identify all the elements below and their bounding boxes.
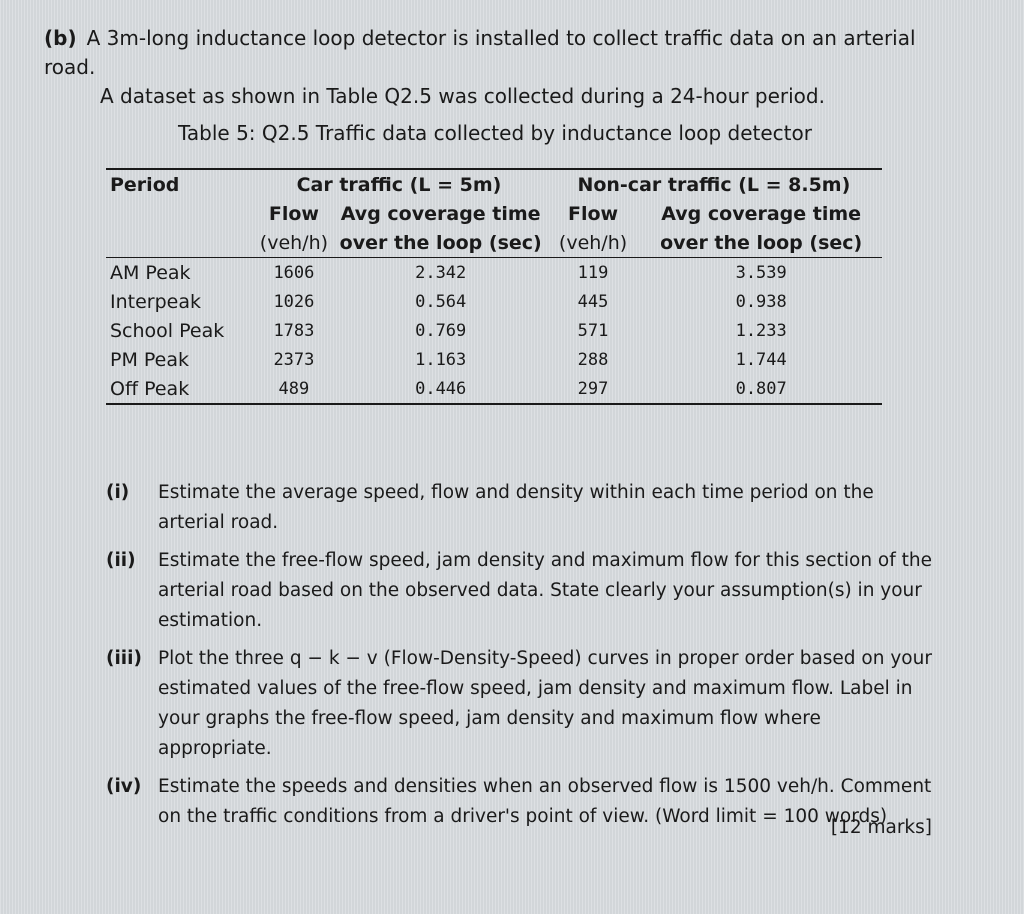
cell-noncar-time: 0.938: [735, 291, 787, 312]
cell-car-flow: 2373: [273, 349, 315, 370]
table-caption: Table 5: Q2.5 Traffic data collected by inductance loop detector: [178, 121, 812, 145]
cell-period: AM Peak: [110, 261, 191, 284]
question-label: (iii): [106, 648, 142, 669]
question-text: Estimate the free-flow speed, jam density and maximum flow for this section of the arterial road based on the observed data. State clearly your assumption(s) in your estimation.: [158, 550, 933, 631]
marks-allocation: [12 marks]: [830, 817, 932, 838]
question-intro: [44, 24, 944, 111]
traffic-data-table: [106, 168, 882, 405]
cell-period: PM Peak: [110, 348, 190, 371]
header-noncar-avg-time-unit: over the loop (sec): [640, 228, 882, 258]
cell-noncar-time: 3.539: [735, 262, 787, 283]
question-ii: [106, 546, 934, 636]
header-noncar-flow-unit: (veh/h): [546, 228, 641, 258]
table-header-row-3: [106, 228, 882, 258]
cell-car-flow: 1783: [273, 320, 315, 341]
header-car-avg-time-unit: over the loop (sec): [336, 228, 546, 258]
header-noncar-traffic: Non-car traffic (L = 8.5m): [546, 169, 882, 199]
header-empty: [106, 228, 252, 258]
question-iv: [106, 772, 934, 832]
table-row: [106, 258, 882, 288]
table-row: [106, 345, 882, 374]
cell-noncar-time: 1.744: [735, 349, 787, 370]
cell-period: Interpeak: [110, 290, 201, 313]
question-label: (ii): [106, 550, 136, 571]
header-noncar-avg-time: Avg coverage time: [661, 202, 862, 225]
cell-noncar-time: 0.807: [640, 374, 882, 404]
header-empty: [106, 199, 252, 228]
cell-car-time: 1.163: [415, 349, 467, 370]
question-i: [106, 478, 934, 538]
table-row: [106, 287, 882, 316]
question-iii: [106, 644, 934, 764]
cell-car-time: 0.446: [336, 374, 546, 404]
intro-line-2: A dataset as shown in Table Q2.5 was collected during a 24-hour period.: [100, 84, 825, 108]
table-header-row-1: [106, 169, 882, 199]
cell-noncar-flow: 297: [546, 374, 641, 404]
cell-car-flow: 489: [252, 374, 335, 404]
question-label: (i): [106, 482, 130, 503]
header-period: Period: [106, 169, 252, 199]
cell-period: School Peak: [110, 319, 225, 342]
header-car-flow: Flow: [268, 202, 319, 225]
header-car-flow-unit: (veh/h): [252, 228, 335, 258]
intro-line-1: A 3m-long inductance loop detector is installed to collect traffic data on an arterial road.: [44, 26, 916, 79]
header-noncar-flow: Flow: [567, 202, 619, 225]
cell-car-time: 0.769: [415, 320, 467, 341]
question-text: Estimate the average speed, flow and density within each time period on the arterial road.: [158, 482, 874, 533]
cell-car-time: 0.564: [415, 291, 467, 312]
table-row: [106, 316, 882, 345]
cell-period: Off Peak: [106, 374, 252, 404]
question-text: Estimate the speeds and densities when an observed flow is 1500 veh/h. Comment on the traffic conditions from a driver's point of view. (Word limit = 100 words): [158, 776, 932, 827]
cell-noncar-flow: 571: [577, 320, 609, 341]
header-car-traffic: Car traffic (L = 5m): [252, 169, 546, 199]
cell-noncar-flow: 288: [577, 349, 609, 370]
cell-noncar-flow: 119: [577, 262, 609, 283]
cell-car-time: 2.342: [415, 262, 467, 283]
cell-noncar-time: 1.233: [735, 320, 787, 341]
question-label: (iv): [106, 776, 142, 797]
table-header-row-2: [106, 199, 882, 228]
cell-noncar-flow: 445: [577, 291, 609, 312]
part-label: (b): [44, 26, 77, 50]
cell-car-flow: 1606: [273, 262, 315, 283]
cell-car-flow: 1026: [273, 291, 315, 312]
question-text: Plot the three q − k − v (Flow-Density-Speed) curves in proper order based on your estimated values of the free-flow speed, jam density and maximum flow. Label in your graphs the free-flow speed, jam density and maximum flow where appropriate.: [158, 648, 932, 759]
header-car-avg-time: Avg coverage time: [340, 202, 541, 225]
sub-questions: [106, 478, 934, 840]
table-row: [106, 374, 882, 404]
